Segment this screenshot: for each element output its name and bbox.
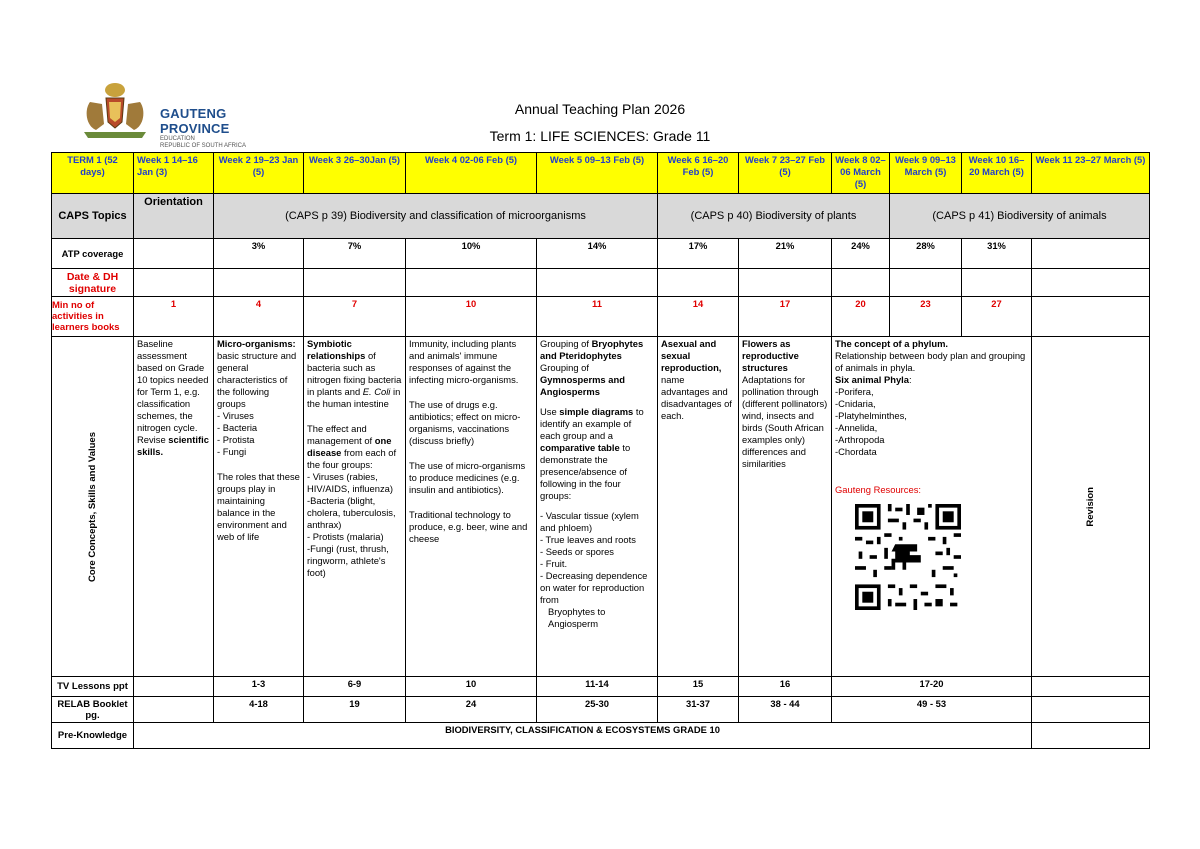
core-week2 xyxy=(214,337,304,677)
core-text: -Cnidaria, xyxy=(835,398,876,409)
atp-week5: 14% xyxy=(537,239,658,269)
week-7-header: Week 7 23–27 Feb (5) xyxy=(739,153,832,194)
relab-week6: 31-37 xyxy=(658,697,739,723)
core-text: simple diagrams xyxy=(559,406,634,417)
min-week5: 11 xyxy=(537,297,658,337)
page-title: Annual Teaching Plan 2026 xyxy=(514,101,686,117)
week-6-header: Week 6 16–20 Feb (5) xyxy=(658,153,739,194)
week-10-header: Week 10 16–20 March (5) xyxy=(962,153,1032,194)
core-text: Bryophytes and Pteridophytes xyxy=(540,338,644,361)
core-text: -Annelida, xyxy=(835,422,878,433)
core-text: -Chordata xyxy=(835,446,877,457)
core-text: Relationship between body plan and grouping of animals in phyla. xyxy=(835,350,1026,373)
date-label: Date & DH signature xyxy=(52,269,134,297)
revision-label: Revision xyxy=(1084,486,1096,527)
core-text: - Decreasing dependence on water for reproduction from xyxy=(540,570,648,605)
atp-row xyxy=(52,239,1150,269)
min-label: Min no of activities in learners books xyxy=(52,297,134,337)
core-text: - Protista xyxy=(217,434,255,445)
relab-week4: 24 xyxy=(406,697,537,723)
core-text: - Bacteria xyxy=(217,422,258,433)
atp-week4: 10% xyxy=(406,239,537,269)
core-text: - Protists (malaria) xyxy=(307,531,384,542)
date-cell xyxy=(537,269,658,297)
logo-line1: EDUCATION xyxy=(160,136,195,142)
core-text: Six animal Phyla xyxy=(835,374,909,385)
week-4-header: Week 4 02-06 Feb (5) xyxy=(406,153,537,194)
tv-week6: 15 xyxy=(658,677,739,697)
core-week3 xyxy=(304,337,406,677)
term-header: TERM 1 (52 days) xyxy=(52,153,134,194)
coat-of-arms-icon xyxy=(76,80,154,140)
core-text: Traditional technology to produce, e.g. beer, wine and cheese xyxy=(409,509,528,544)
header-row xyxy=(52,153,1150,194)
core-heading: Micro-organisms: xyxy=(217,338,296,349)
caps-group-microorganisms: (CAPS p 39) Biodiversity and classification of microorganisms xyxy=(214,194,658,239)
min-week6: 14 xyxy=(658,297,739,337)
relab-weeks8-10: 49 - 53 xyxy=(832,697,1032,723)
core-week5 xyxy=(537,337,658,677)
week-8-header: Week 8 02–06 March (5) xyxy=(832,153,890,194)
core-week1 xyxy=(134,337,214,677)
min-week4: 10 xyxy=(406,297,537,337)
caps-week1: Orientation xyxy=(134,194,214,239)
logo-line2: REPUBLIC OF SOUTH AFRICA xyxy=(160,143,247,149)
core-text: -Platyhelminthes, xyxy=(835,410,907,421)
core-text: to identify an example of each group and a xyxy=(540,406,644,441)
core-text: to demonstrate the presence/absence of following in the four groups: xyxy=(540,442,631,501)
tv-week5: 11-14 xyxy=(537,677,658,697)
core-text: in the human intestine xyxy=(307,386,401,409)
core-text: - Fungi xyxy=(217,446,247,457)
week-2-header: Week 2 19–23 Jan (5) xyxy=(214,153,304,194)
date-cell xyxy=(406,269,537,297)
gauteng-logo xyxy=(76,80,291,149)
min-week2: 4 xyxy=(214,297,304,337)
core-text: of bacteria such as nitrogen fixing bacteria in plants and xyxy=(307,350,402,397)
date-cell xyxy=(658,269,739,297)
week-1-header: Week 1 14–16 Jan (3) xyxy=(134,153,214,194)
pre-label: Pre-Knowledge xyxy=(52,723,134,749)
caps-row xyxy=(52,194,1150,239)
core-heading: Symbiotic relationships xyxy=(307,338,366,361)
core-text: Use xyxy=(540,406,557,417)
core-text: - Vascular tissue (xylem and phloem) xyxy=(540,510,639,533)
atp-week3: 7% xyxy=(304,239,406,269)
relab-week7: 38 - 44 xyxy=(739,697,832,723)
relab-week3: 19 xyxy=(304,697,406,723)
core-weeks8-10 xyxy=(832,337,1032,677)
core-text: E. Coli xyxy=(362,386,391,397)
core-text: Revise xyxy=(137,434,166,445)
core-text: The effect and management of xyxy=(307,423,373,446)
core-text: The use of micro-organisms to produce medicines (e.g. insulin and antibiotics). xyxy=(409,460,526,495)
core-text: Grouping of xyxy=(540,338,589,349)
core-week6 xyxy=(658,337,739,677)
tv-week11 xyxy=(1032,677,1150,697)
min-week8: 20 xyxy=(832,297,890,337)
core-text: - Viruses xyxy=(217,410,254,421)
atp-label: ATP coverage xyxy=(52,239,134,269)
relab-week5: 25-30 xyxy=(537,697,658,723)
tv-week3: 6-9 xyxy=(304,677,406,697)
revision-cell xyxy=(1032,337,1150,677)
pre-knowledge-row xyxy=(52,723,1150,749)
week-5-header: Week 5 09–13 Feb (5) xyxy=(537,153,658,194)
core-week4 xyxy=(406,337,537,677)
atp-week7: 21% xyxy=(739,239,832,269)
min-week7: 17 xyxy=(739,297,832,337)
core-text: The roles that these groups play in maintaining balance in the environment and web of life xyxy=(217,471,300,542)
min-activities-row xyxy=(52,297,1150,337)
core-label-cell xyxy=(52,337,134,677)
core-text: - True leaves and roots xyxy=(540,534,636,545)
qr-code-icon[interactable] xyxy=(855,504,961,610)
core-text: - Seeds or spores xyxy=(540,546,614,557)
core-text: -Arthropoda xyxy=(835,434,885,445)
relab-row xyxy=(52,697,1150,723)
caps-group-animals: (CAPS p 41) Biodiversity of animals xyxy=(890,194,1150,239)
logo-text xyxy=(160,106,291,150)
min-week10: 27 xyxy=(962,297,1032,337)
date-cell xyxy=(304,269,406,297)
core-text: Adaptations for pollination through (different pollinators) wind, insects and birds (South African examples only) differences and similarities xyxy=(742,374,828,469)
core-text: scientific skills. xyxy=(137,434,209,457)
date-cell xyxy=(134,269,214,297)
atp-week10: 31% xyxy=(962,239,1032,269)
relab-label: RELAB Booklet pg. xyxy=(52,697,134,723)
min-week3: 7 xyxy=(304,297,406,337)
tv-lessons-row xyxy=(52,677,1150,697)
core-heading: Asexual and sexual reproduction, xyxy=(661,338,722,373)
page-subtitle: Term 1: LIFE SCIENCES: Grade 11 xyxy=(489,128,711,144)
atp-week8: 24% xyxy=(832,239,890,269)
pre-value: BIODIVERSITY, CLASSIFICATION & ECOSYSTEMS GRADE 10 xyxy=(134,723,1032,749)
core-text: - Fruit. xyxy=(540,558,568,569)
date-cell xyxy=(739,269,832,297)
tv-week2: 1-3 xyxy=(214,677,304,697)
teaching-plan-table xyxy=(51,152,1150,749)
relab-week11 xyxy=(1032,697,1150,723)
core-text: basic structure and general characteristics of the following groups xyxy=(217,350,297,409)
core-text: Grouping of xyxy=(540,362,589,373)
logo-province: GAUTENG PROVINCE xyxy=(160,106,230,136)
date-cell xyxy=(1032,269,1150,297)
caps-label: CAPS Topics xyxy=(52,194,134,239)
tv-label: TV Lessons ppt xyxy=(52,677,134,697)
core-text: The use of drugs e.g. antibiotics; effect on micro-organisms, vaccinations (discuss briefly) xyxy=(409,399,521,446)
date-cell xyxy=(962,269,1032,297)
core-label: Core Concepts, Skills and Values xyxy=(86,431,98,582)
date-row xyxy=(52,269,1150,297)
pre-week11 xyxy=(1032,723,1150,749)
core-text: - Viruses (rabies, HIV/AIDS, influenza) xyxy=(307,471,393,494)
core-heading: The concept of a phylum. xyxy=(835,338,949,349)
caps-group-plants: (CAPS p 40) Biodiversity of plants xyxy=(658,194,890,239)
min-week9: 23 xyxy=(890,297,962,337)
core-text: -Fungi (rust, thrush, ringworm, athlete's foot) xyxy=(307,543,389,578)
core-text: Immunity, including plants and animals' immune responses of against the infecting micro-organisms. xyxy=(409,338,519,385)
core-week7 xyxy=(739,337,832,677)
relab-week2: 4-18 xyxy=(214,697,304,723)
core-text: Bryophytes to Angiosperm xyxy=(548,606,606,629)
gauteng-resources-label: Gauteng Resources: xyxy=(835,484,921,495)
atp-week6: 17% xyxy=(658,239,739,269)
core-text: -Bacteria (blight, cholera, tuberculosis, anthrax) xyxy=(307,495,396,530)
core-text: Baseline assessment based on Grade 10 topics needed for Term 1, e.g. classification schemes, the nitrogen cycle. xyxy=(137,338,209,433)
week-9-header: Week 9 09–13 March (5) xyxy=(890,153,962,194)
core-text: : xyxy=(909,374,912,385)
core-concepts-row xyxy=(52,337,1150,677)
atp-week1 xyxy=(134,239,214,269)
date-cell xyxy=(890,269,962,297)
atp-week11 xyxy=(1032,239,1150,269)
atp-week9: 28% xyxy=(890,239,962,269)
atp-week2: 3% xyxy=(214,239,304,269)
min-week11 xyxy=(1032,297,1150,337)
week-3-header: Week 3 26–30Jan (5) xyxy=(304,153,406,194)
week-11-header: Week 11 23–27 March (5) xyxy=(1032,153,1150,194)
tv-week1 xyxy=(134,677,214,697)
min-week1: 1 xyxy=(134,297,214,337)
core-text: one disease xyxy=(307,435,392,458)
core-text: comparative table xyxy=(540,442,620,453)
core-text: -Porifera, xyxy=(835,386,874,397)
core-text: name advantages and disadvantages of each. xyxy=(661,374,732,421)
relab-week1 xyxy=(134,697,214,723)
core-heading: Flowers as reproductive structures xyxy=(742,338,799,373)
core-text: Gymnosperms and Angiosperms xyxy=(540,374,625,397)
tv-week4: 10 xyxy=(406,677,537,697)
tv-weeks8-10: 17-20 xyxy=(832,677,1032,697)
core-text: from each of the four groups: xyxy=(307,447,397,470)
tv-week7: 16 xyxy=(739,677,832,697)
date-cell xyxy=(214,269,304,297)
date-cell xyxy=(832,269,890,297)
